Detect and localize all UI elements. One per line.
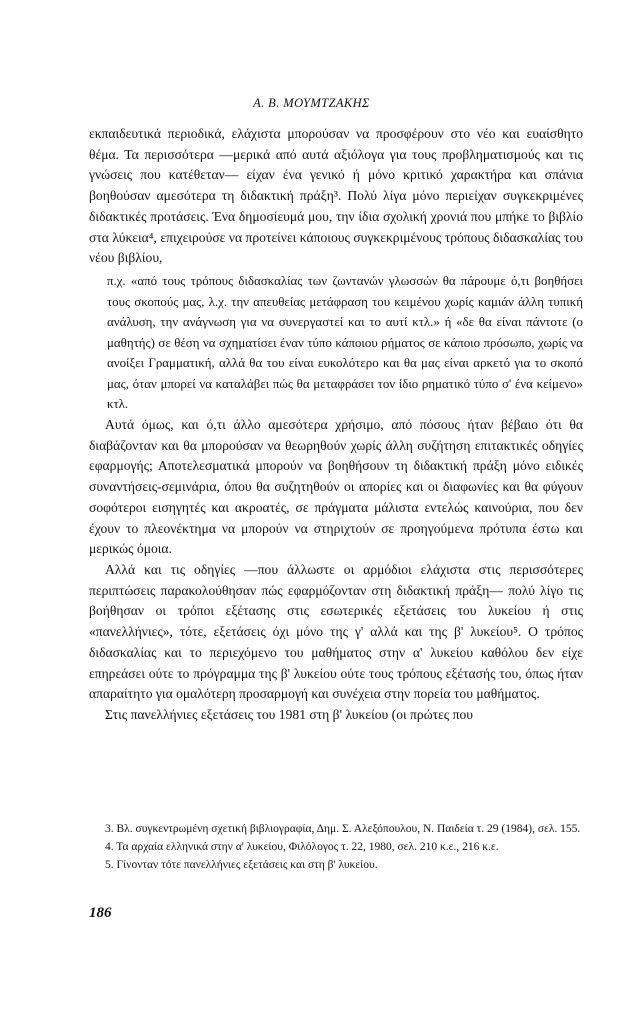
paragraph-4: Στις πανελλήνιες εξετάσεις του 1981 στη β' λυκείου (οι πρώτες που <box>105 706 473 722</box>
footnote-4: 4. Τα αρχαία ελληνικά στην α' λυκείου, Φιλόλογος τ. 22, 1980, σελ. 210 κ.ε., 216 κ.ε. <box>105 841 499 853</box>
main-text <box>89 124 583 726</box>
footnote-3: 3. Βλ. συγκεντρωμένη σχετική βιβλιογραφία, Δημ. Σ. Αλεξόπουλου, Ν. Παιδεία τ. 29 (1984), σελ. 155. <box>105 823 581 835</box>
page-number: 186 <box>89 905 112 921</box>
paragraph-1: εκπαιδευτικά περιοδικά, ελάχιστα μπορούσαν να προσφέρουν στο νέο και ευαίσθητο θέμα. Τα περισσότερα —μερικά από αυτά αξιόλογα για τους προβληματισμούς και τις γνώσεις που κατέθεταν— είχαν ένα γενικό ή μόνο κριτικό χαρακτήρα και σπάνια βοηθούσαν αμεσότερα τη διδακτική πράξη³. Πολύ λίγα μόνο περιείχαν συγκεκριμένες διδακτικές προτάσεις. Ένα δημοσίευμά μου, την ίδια σχολική χρονιά που μπήκε το βιβλίο στα λύκεια⁴, επιχειρούσε να προτείνει κάποιους συγκεκριμένους τρόπους διδασκαλίας του νέου βιβλίου, <box>89 126 583 266</box>
paragraph-3: Αλλά και τις οδηγίες —που άλλωστε οι αρμόδιοι ελάχιστα στις περισσότερες περιπτώσεις παρακολούθησαν πώς εφαρμόζονταν στη διδακτική πράξη— πολύ λίγο τις βοήθησαν οι τρόποι εξέτασης στις εσωτερικές εξετάσεις του λυκείου ή στις «πανελλήνιες», τότε, εξετάσεις όχι μόνο της γ' αλλά και της β' λυκείου⁵. Ο τρόπος διδασκαλίας και το περιεχόμενο του μαθήματος στην α' λυκείου καθόλου δεν είχε επηρεάσει ούτε το πρόγραμμα της β' λυκείου ούτε τους τρόπους εξέτασής του, όπως ήταν απαραίτητο για ομαλότερη προσαρμογή και συνέχεια στην πορεία του μαθήματος. <box>89 562 583 702</box>
footnotes <box>89 820 583 874</box>
footnote-5: 5. Γίνονταν τότε πανελλήνιες εξετάσεις και στη β' λυκείου. <box>105 859 378 871</box>
paragraph-2: Αυτά όμως, και ό,τι άλλο αμεσότερα χρήσιμο, από πόσους ήταν βέβαιο ότι θα διαβάζονταν και θα μπορούσαν να θεωρηθούν χωρίς άλλη συζήτηση επιτακτικές οδηγίες εφαρμογής; Αποτελεσματικά μπορούν να βοηθήσουν τη διδακτική πράξη μόνο ειδικές συναντήσεις-σεμινάρια, όπου θα συζητηθούν οι απορίες και οι διαφωνίες και θα φύγουν σοφότεροι εισηγητές και ακροατές, σε πράγματα μάλιστα εντελώς καινούρια, που δεν έχουν το πλεονέκτημα να μπορούν να στηριχτούν σε προηγούμενα πρότυπα έστω και μερικώς όμοια. <box>89 417 583 557</box>
running-head: Α. Β. ΜΟΥΜΤΖΑΚΗΣ <box>253 96 370 110</box>
block-quote: π.χ. «από τους τρόπους διδασκαλίας των ζωντανών γλωσσών θα πάρουμε ό,τι βοηθήσει τους σκοπούς μας, λ.χ. την απευθείας μετάφραση του κειμένου χωρίς καμιάν άλλη τυπική ανάλυση, την ανάγνωση για να συνεργαστεί και το αυτί κτλ.» ή «δε θα είναι πάντοτε (ο μαθητής) σε θέση να σχηματίσει έναν τύπο κάποιου ρήματος σε κάποιο πρόσωπο, χωρίς να ανοίξει Γραμματική, αλλά θα του είναι ευκολότερο και θα μας είναι αρκετό για το σκοπό μας, όταν μπορεί να καταλάβει πώς θα μεταφράσει τον ίδιο ρηματικό τύπο σ' ένα κείμενο» κτλ. <box>107 273 583 412</box>
